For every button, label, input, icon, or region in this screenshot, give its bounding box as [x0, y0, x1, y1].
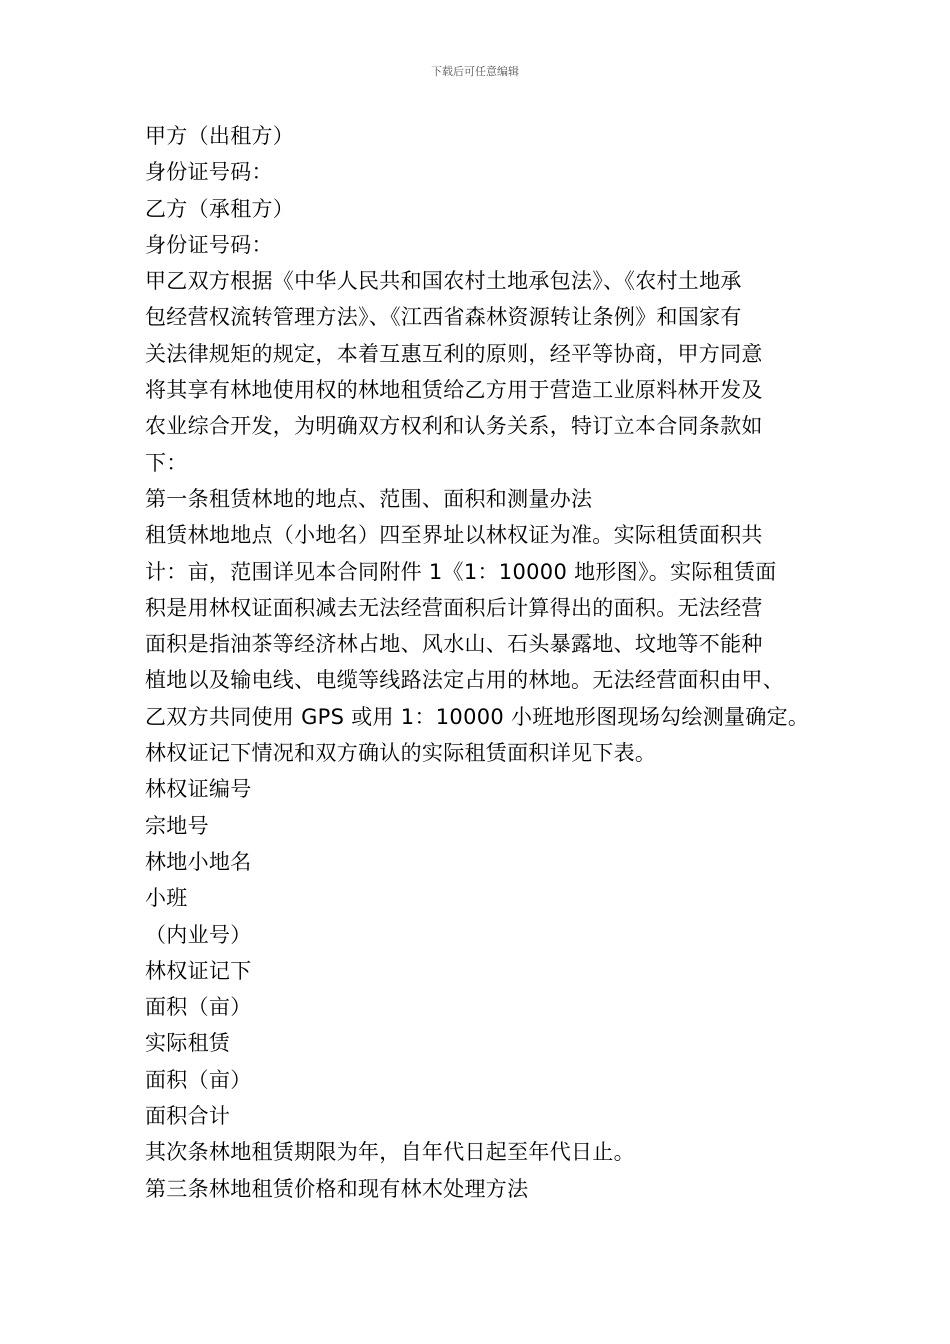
article-2-line: 其次条林地租赁期限为年，自年代日起至年代日止。: [145, 1140, 635, 1165]
preamble-line-3: 关法律规矩的规定，本着互惠互利的原则，经平等协商，甲方同意: [145, 341, 763, 366]
article-1-line-5: 植地以及输电线、电缆等线路法定占用的林地。无法经营面积由甲、: [145, 668, 784, 693]
article-1-line-3: 积是用林权证面积减去无法经营面积后计算得出的面积。无法经营: [145, 595, 763, 620]
table-header-subcompartment: 小班: [145, 886, 188, 911]
article-1-heading: 第一条租赁林地的地点、范围、面积和测量办法: [145, 486, 593, 511]
table-header-cert-recorded: 林权证记下: [145, 958, 252, 983]
preamble-line-1: 甲乙双方根据《中华人民共和国农村土地承包法》、《农村土地承: [145, 269, 742, 294]
table-area-total: 面积合计: [145, 1104, 231, 1129]
table-header-area-mu-2: 面积（亩）: [145, 1067, 252, 1092]
table-header-area-mu-1: 面积（亩）: [145, 995, 252, 1020]
article-3-heading: 第三条林地租赁价格和现有林木处理方法: [145, 1176, 529, 1201]
article-1-line-1: 租赁林地地点（小地名）四至界址以林权证为准。实际租赁面积共: [145, 523, 763, 548]
party-a-id-label: 身份证号码：: [145, 160, 273, 185]
document-body: [145, 118, 825, 1207]
party-b-label: 乙方（承租方）: [145, 196, 295, 221]
table-intro: 林权证记下情况和双方确认的实际租赁面积详见下表。: [145, 741, 657, 766]
article-1-line-2: 计：亩，范围详见本合同附件 1《1：10000 地形图》。实际租赁面: [145, 559, 777, 584]
preamble-line-2: 包经营权流转管理方法》、《江西省森林资源转让条例》和国家有: [145, 305, 742, 330]
table-header-actual-lease: 实际租赁: [145, 1031, 231, 1056]
party-a-label: 甲方（出租方）: [145, 124, 295, 148]
article-1-line-6: 乙双方共同使用 GPS 或用 1：10000 小班地形图现场勾绘测量确定。: [145, 704, 810, 729]
table-header-internal-number: （内业号）: [145, 922, 252, 947]
table-header-place-name: 林地小地名: [145, 849, 252, 874]
table-header-cert-number: 林权证编号: [145, 777, 252, 802]
article-1-line-4: 面积是指油茶等经济林占地、风水山、石头暴露地、坟地等不能种: [145, 632, 763, 657]
preamble-line-4: 将其享有林地使用权的林地租赁给乙方用于营造工业原料林开发及: [145, 378, 763, 403]
preamble-line-6: 下：: [145, 450, 188, 475]
party-b-id-label: 身份证号码：: [145, 232, 273, 257]
page-header-note: 下载后可任意编辑: [431, 65, 519, 78]
table-header-parcel-number: 宗地号: [145, 813, 209, 838]
preamble-line-5: 农业综合开发，为明确双方权利和认务关系，特订立本合同条款如: [145, 414, 763, 439]
